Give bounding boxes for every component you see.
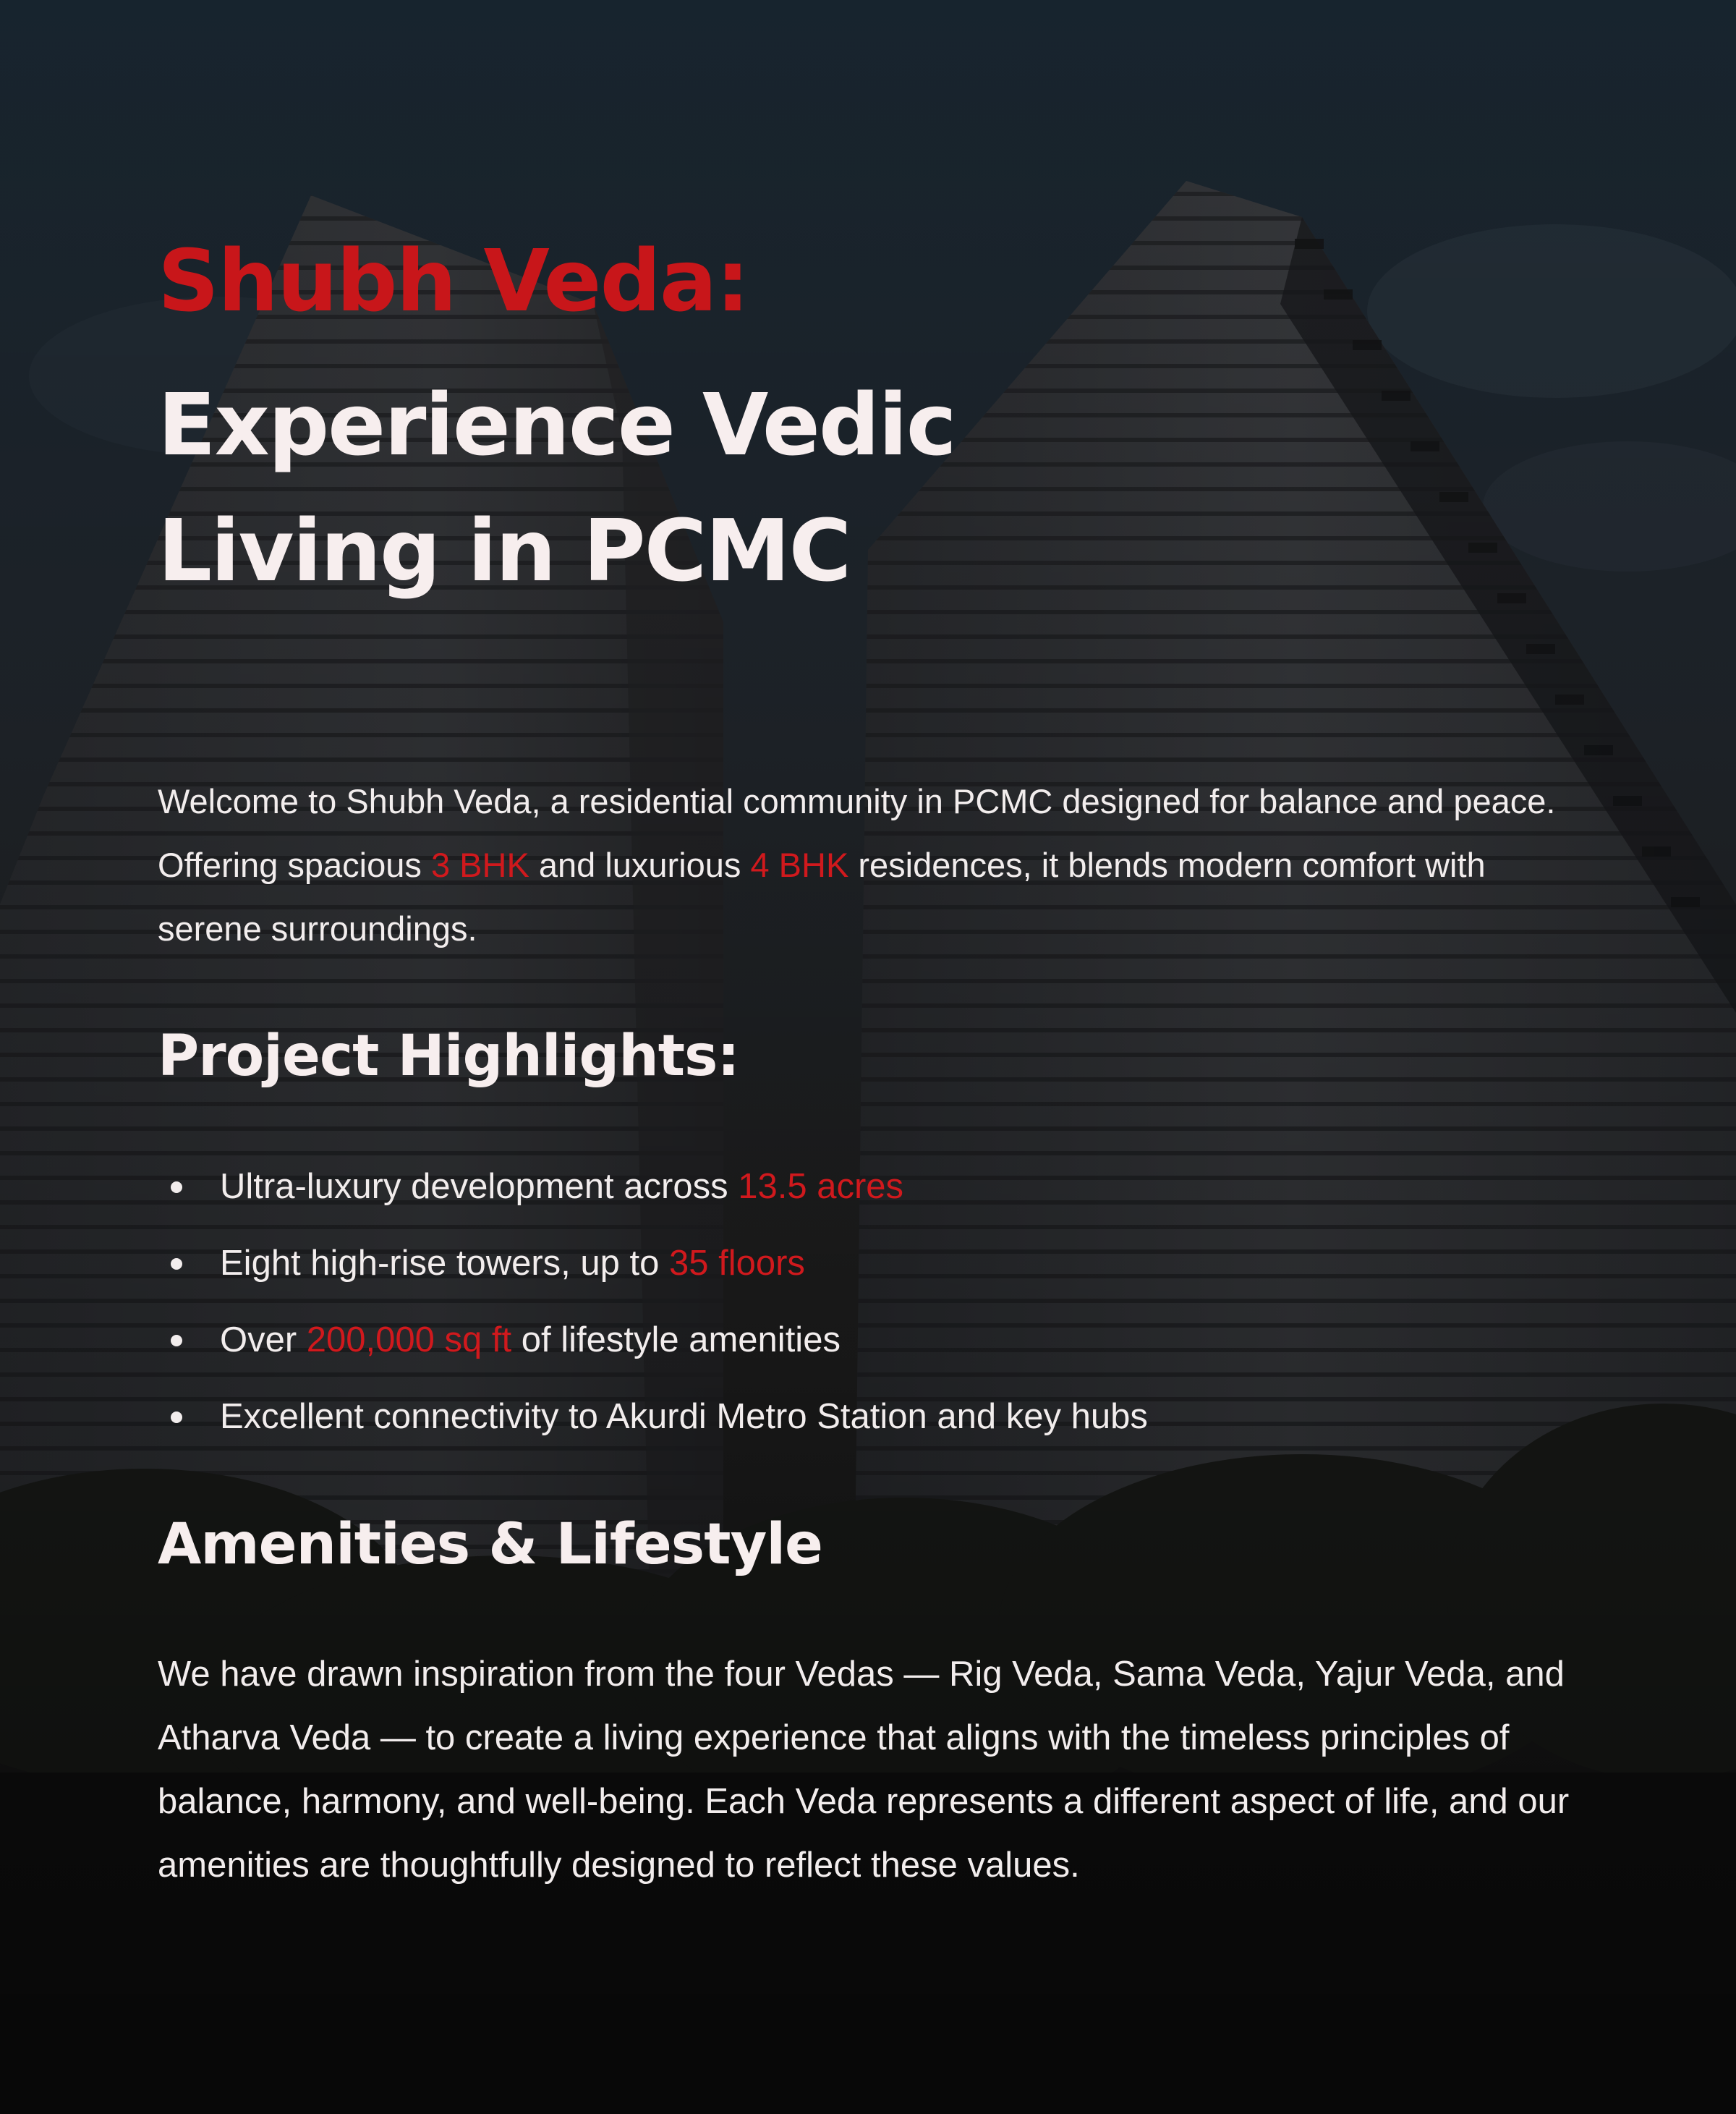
hero-headline-line-1: Experience Vedic — [158, 375, 956, 475]
bullet-icon — [171, 1335, 182, 1346]
amenities-paragraph: We have drawn inspiration from the four Vedas — Rig Veda, Sama Veda, Yajur Veda, and Atharva Veda — to create a living experience that aligns with the timeless principles of balance, harmony, and well-being. Each Veda represents a different aspect of life, and our amenities are thoughtfully designed to reflect these values. — [158, 1655, 1570, 1885]
bullet-icon — [171, 1181, 182, 1193]
amenities-heading: Amenities & Lifestyle — [158, 1512, 822, 1577]
intro-3bhk-highlight: 3 BHK — [430, 846, 529, 884]
bullet-icon — [171, 1258, 182, 1270]
list-item — [158, 1307, 1148, 1384]
intro-paragraph — [158, 770, 1597, 961]
list-item — [158, 1384, 1148, 1461]
list-item-text: Ultra-luxury development across — [220, 1167, 739, 1206]
highlights-list — [158, 1154, 1148, 1461]
intro-text-2: and luxurious — [529, 846, 751, 884]
project-highlights-heading: Project Highlights: — [158, 1024, 739, 1089]
list-item-accent: 200,000 sq ft — [306, 1320, 512, 1359]
list-item-text-after: of lifestyle amenities — [511, 1320, 841, 1359]
intro-text-1: Welcome to Shubh Veda, a residential community in PCMC designed for balance and peace. Offering spacious — [158, 782, 1556, 884]
project-name-heading: Shubh Veda: — [158, 231, 749, 331]
list-item — [158, 1231, 1148, 1307]
hero-headline — [158, 362, 956, 614]
list-item-text: Excellent connectivity to Akurdi Metro Station and key hubs — [220, 1397, 1148, 1436]
list-item-text: Over — [220, 1320, 307, 1359]
list-item-text: Eight high-rise towers, up to — [220, 1244, 669, 1283]
bullet-icon — [171, 1412, 182, 1423]
list-item-accent: 13.5 acres — [738, 1167, 904, 1206]
list-item-accent: 35 floors — [668, 1244, 805, 1283]
intro-4bhk-highlight: 4 BHK — [750, 846, 849, 884]
intro-text-3: residences, it blends modern comfort with serene surroundings. — [158, 846, 1486, 948]
hero-headline-line-2: Living in PCMC — [158, 501, 851, 600]
list-item — [158, 1154, 1148, 1231]
